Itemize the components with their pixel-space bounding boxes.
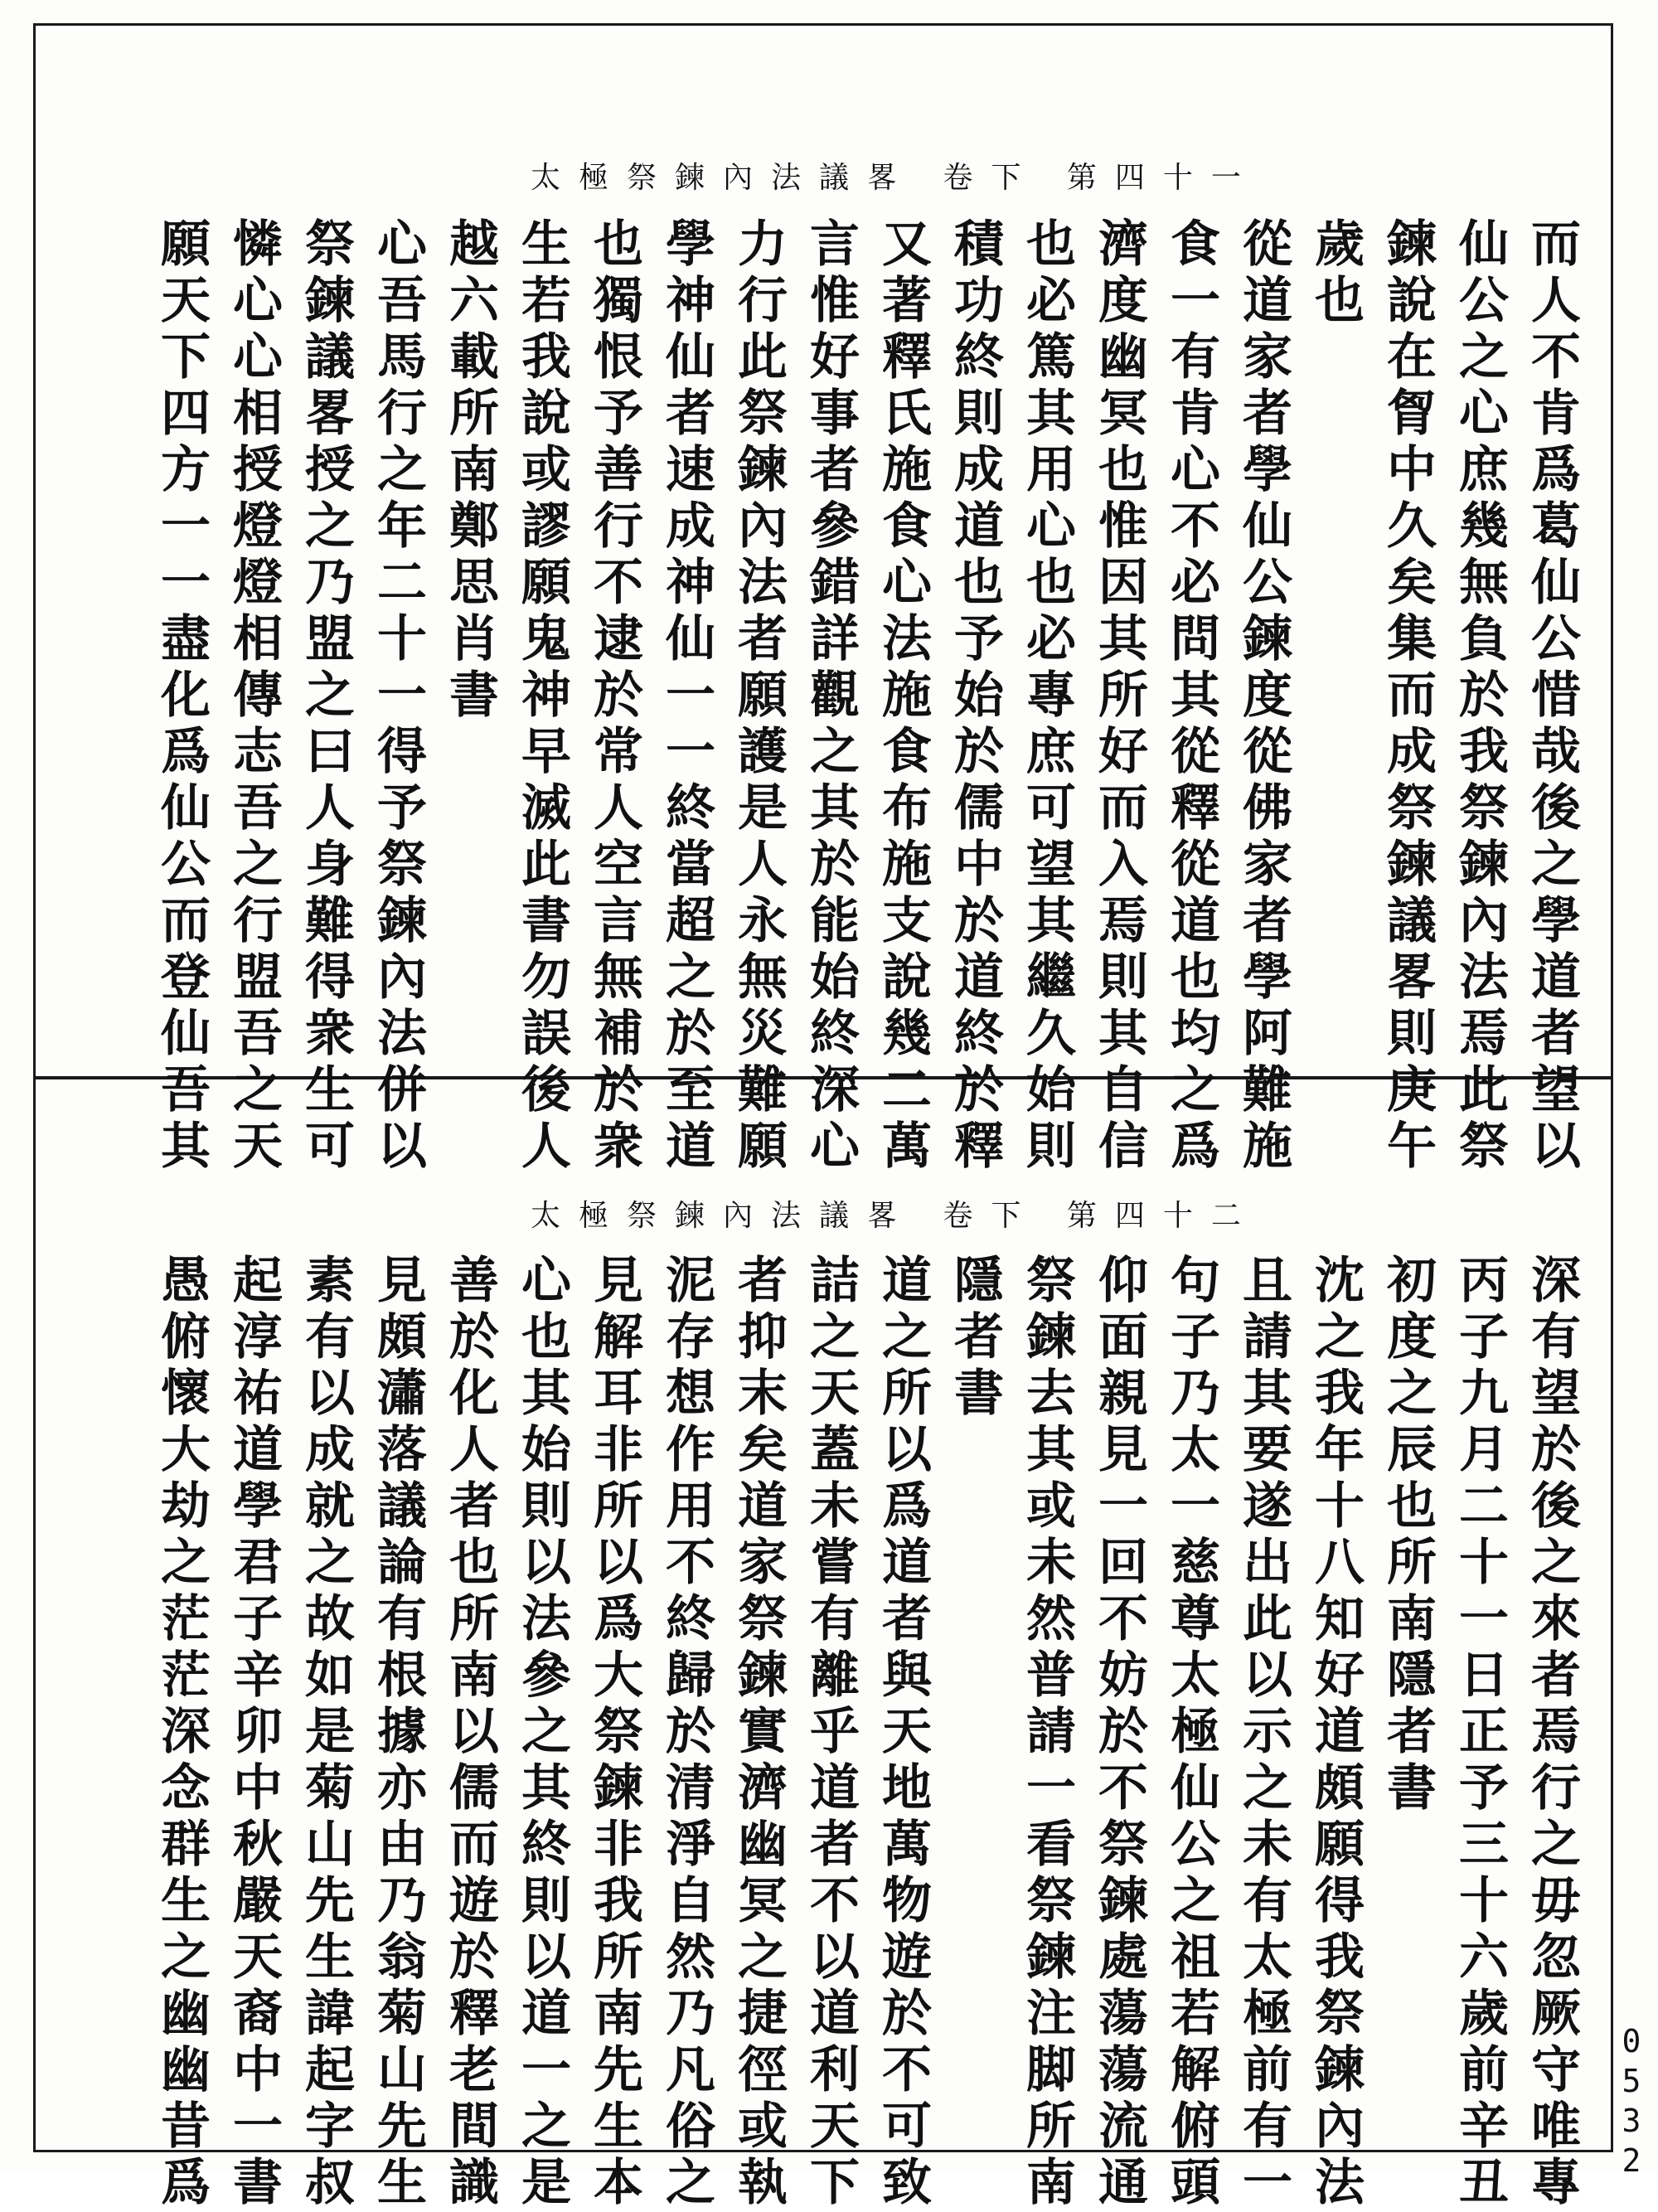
top-text-column: 言惟好事者參錯詳觀之其於能始終深心 xyxy=(802,217,860,1176)
bottom-panel-header: 太極祭鍊內法議畧 卷下 第四十二 xyxy=(531,1199,1259,1233)
bottom-text-column: 沈之我年十八知好道頗願得我祭鍊內法 xyxy=(1307,1254,1365,2212)
top-text-column: 鍊說在胷中久矣集而成祭鍊議畧則庚午 xyxy=(1379,217,1437,1176)
top-text-column: 而人不肯爲葛仙公惜哉後之學道者望以 xyxy=(1523,217,1581,1176)
top-text-column: 積功終則成道也予始於儒中於道終於釋 xyxy=(946,217,1004,1176)
top-text-column: 從道家者學仙公鍊度從佛家者學阿難施 xyxy=(1234,217,1292,1176)
bottom-text-column: 深有望於後之來者焉行之毋忽厥守唯專 xyxy=(1523,1254,1581,2212)
bottom-text-column: 者抑末矣道家祭鍊實濟幽冥之捷徑或執 xyxy=(730,1254,788,2212)
top-text-column: 食一有肯心不必問其從釋從道也均之爲 xyxy=(1162,217,1220,1176)
bottom-text-column: 素有以成就之故如是菊山先生諱起字叔 xyxy=(297,1254,355,2212)
bottom-text-column: 句子乃太一慈尊太極仙公之祖若解俯頭 xyxy=(1162,1254,1220,2212)
bottom-text-column: 初度之辰也所南隱者書 xyxy=(1379,1254,1437,1817)
bottom-text-column: 見頗瀟落議論有根據亦由乃翁菊山先生 xyxy=(369,1254,427,2212)
top-text-column: 也必篤其用心也必專庶可望其繼久始則 xyxy=(1018,217,1076,1176)
bottom-text-column: 隱者書 xyxy=(946,1254,1004,1423)
top-text-column: 願天下四方一一盡化爲仙公而登仙吾其 xyxy=(153,217,211,1176)
top-text-column: 心吾馬行之年二十一得予祭鍊內法併以 xyxy=(369,217,427,1176)
top-panel-header: 太極祭鍊內法議畧 卷下 第四十一 xyxy=(531,161,1259,195)
top-text-column: 又著釋氏施食心法施食布施支說幾二萬 xyxy=(874,217,932,1176)
bottom-text-column: 仰面親見一回不妨於不祭鍊處蕩蕩流通 xyxy=(1090,1254,1148,2212)
top-text-column: 祭鍊議畧授之乃盟之曰人身難得衆生可 xyxy=(297,217,355,1176)
bottom-text-column: 道之所以爲道者與天地萬物遊於不可致 xyxy=(874,1254,932,2212)
bottom-text-column: 見解耳非所以爲大祭鍊非我所南先生本 xyxy=(585,1254,643,2212)
top-text-column: 濟度幽冥也惟因其所好而入焉則其自信 xyxy=(1090,217,1148,1176)
bottom-text-column: 愚俯懷大劫之茫茫深念群生之幽幽昔爲 xyxy=(153,1254,211,2212)
top-text-column: 生若我說或謬願鬼神早滅此書勿誤後人 xyxy=(513,217,571,1176)
bottom-text-column: 且請其要遂出此以示之未有太極前有一 xyxy=(1234,1254,1292,2212)
bottom-text-column: 起淳祐道學君子辛卯中秋嚴天裔中一書 xyxy=(225,1254,283,2212)
bottom-text-column: 詰之天蓋未嘗有離乎道者不以道利天下 xyxy=(802,1254,860,2212)
bottom-text-column: 泥存想作用不終歸於清淨自然乃凡俗之 xyxy=(657,1254,715,2212)
top-text-column: 歲也 xyxy=(1307,217,1365,330)
top-text-column: 力行此祭鍊內法者願護是人永無災難願 xyxy=(730,217,788,1176)
page-number: 0532 xyxy=(1613,2023,1650,2182)
bottom-text-column: 丙子九月二十一日正予三十六歲前辛丑 xyxy=(1451,1254,1509,2212)
bottom-text-column: 善於化人者也所南以儒而遊於釋老間識 xyxy=(441,1254,499,2212)
top-text-column: 學神仙者速成神仙一一終當超之於至道 xyxy=(657,217,715,1176)
top-text-column: 也獨恨予善行不逮於常人空言無補於衆 xyxy=(585,217,643,1176)
top-text-column: 憐心心相授燈燈相傳志吾之行盟吾之天 xyxy=(225,217,283,1176)
top-text-column: 仙公之心庶幾無負於我祭鍊內法焉此祭 xyxy=(1451,217,1509,1176)
top-text-column: 越六載所南鄭思肖書 xyxy=(441,217,499,725)
bottom-text-column: 祭鍊去其或未然普請一看祭鍊注脚所南 xyxy=(1018,1254,1076,2212)
bottom-text-column: 心也其始則以法參之其終則以道一之是 xyxy=(513,1254,571,2212)
